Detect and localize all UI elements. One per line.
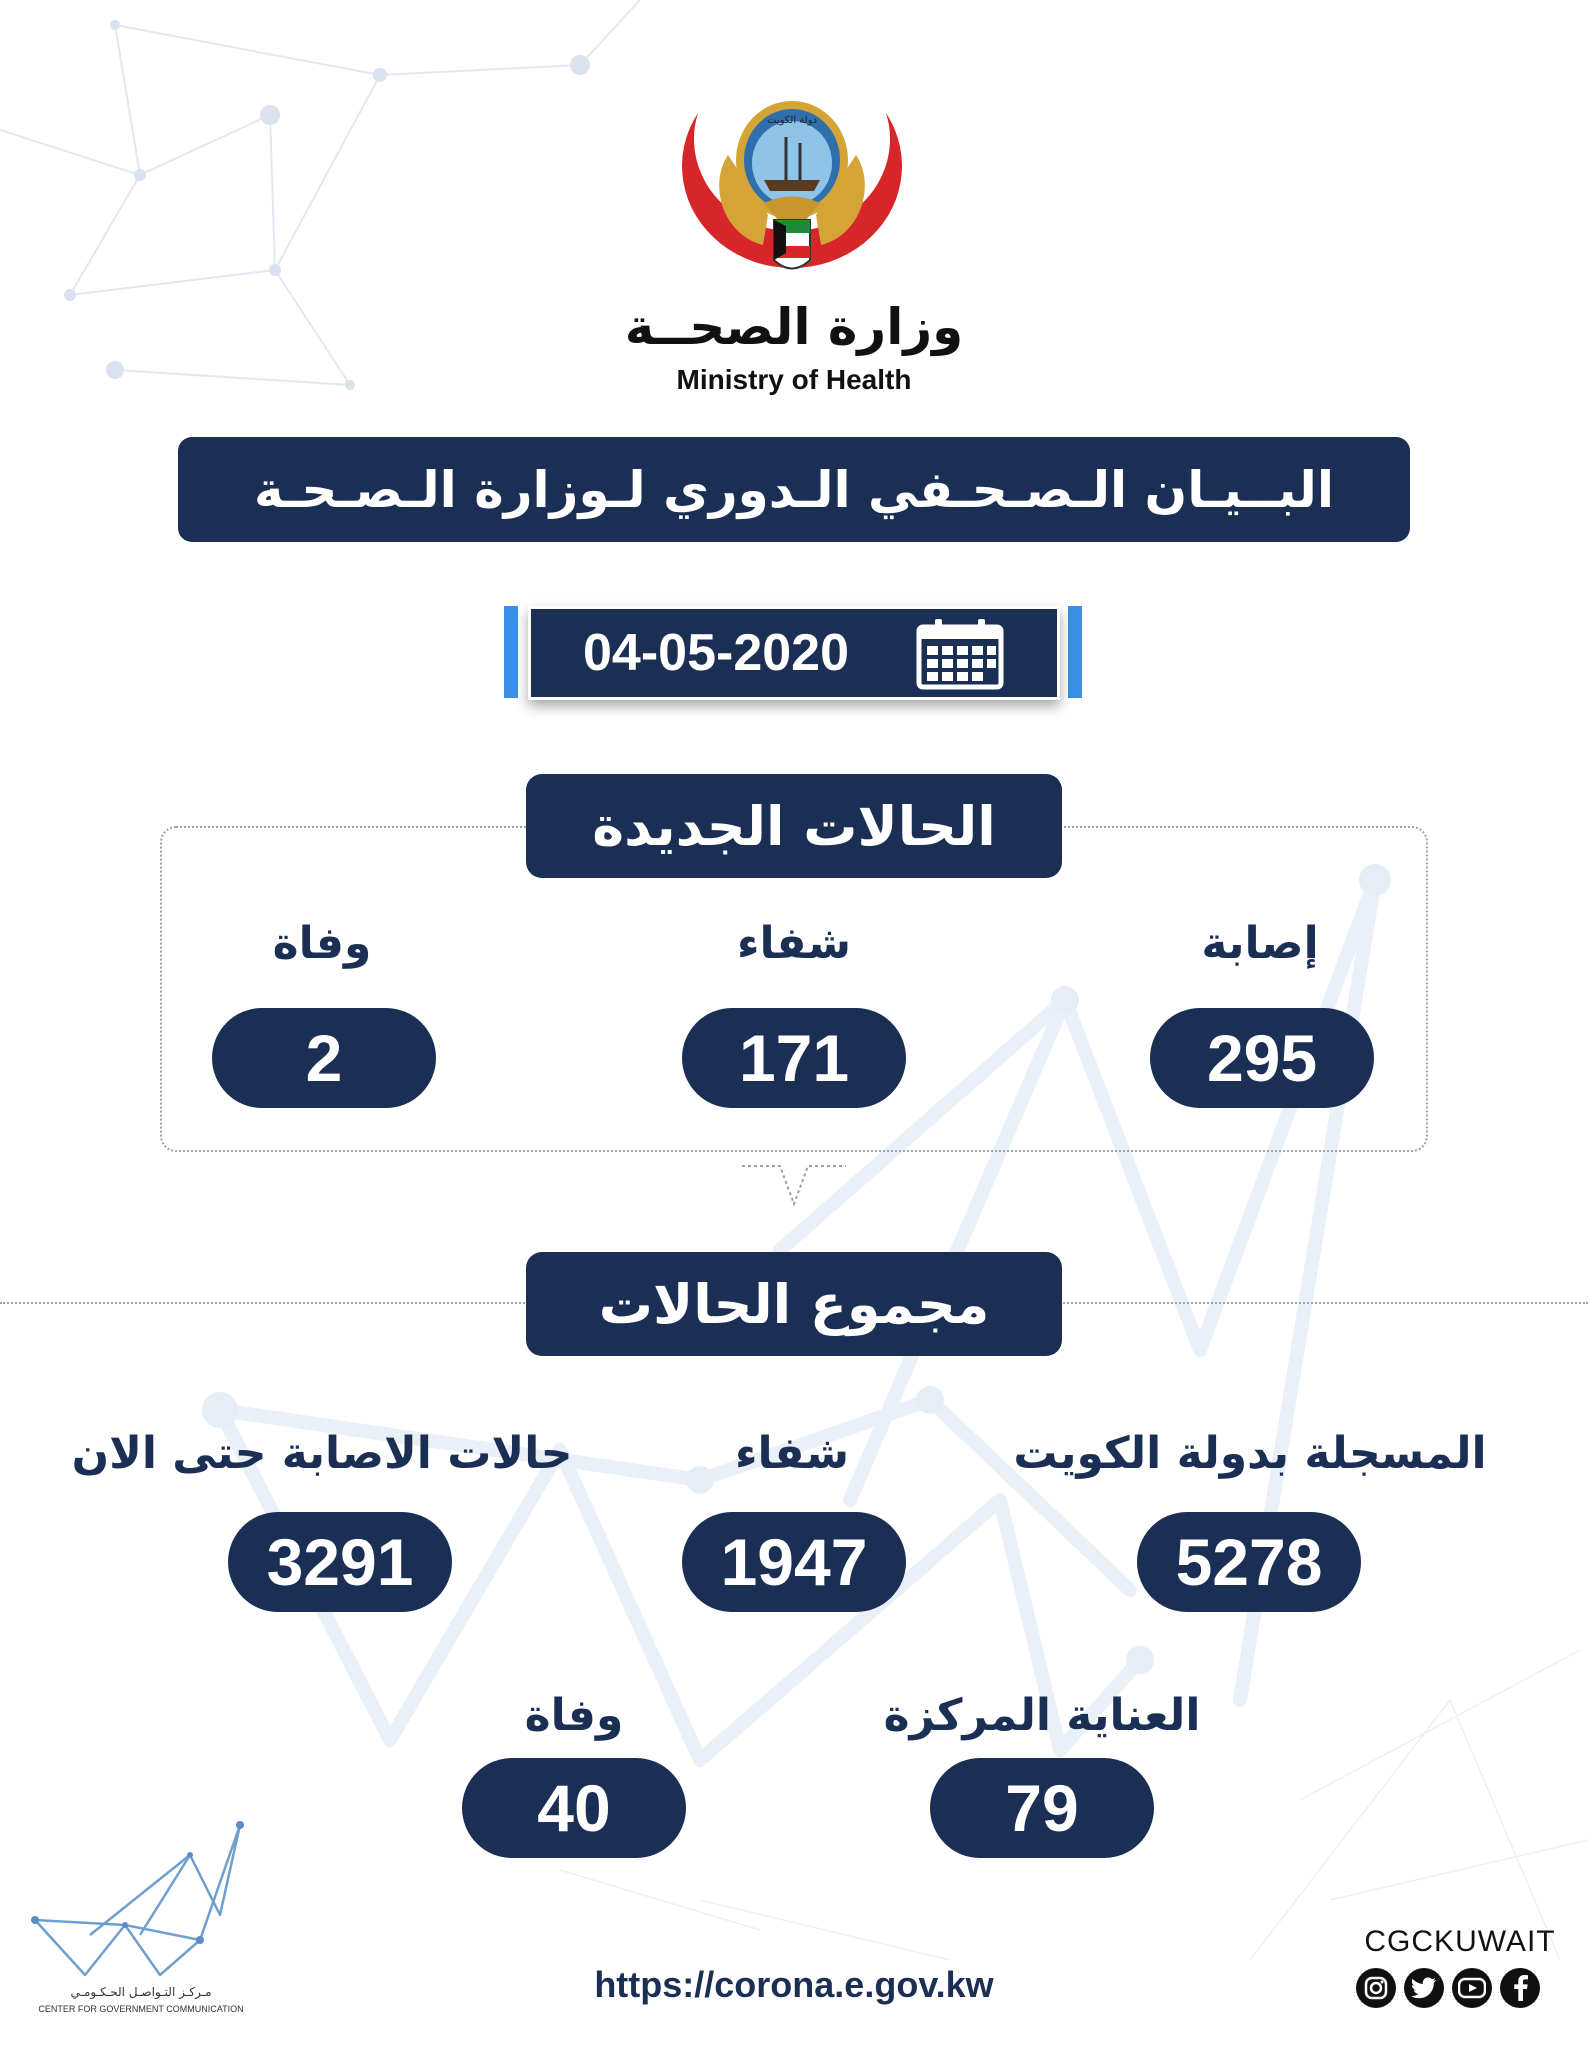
new-deaths-label: وفاة [272,918,372,969]
ministry-name-arabic: وزارة الصحــة [624,298,964,356]
social-handle: CGCKUWAIT [1364,1925,1556,1958]
total-recoveries-label: شفاء [735,1428,849,1479]
new-cases-heading-text: الحالات الجديدة [592,794,996,858]
total-deaths-value: 40 [462,1758,686,1858]
instagram-icon[interactable] [1356,1968,1396,2008]
press-release-title [178,437,1410,542]
ministry-emblem [668,85,916,295]
total-recoveries-value: 1947 [682,1512,906,1612]
new-infections-label: إصابة [1201,918,1319,969]
new-recoveries-value: 171 [682,1008,906,1108]
date-box [528,606,1060,700]
icu-value: 79 [930,1758,1154,1858]
cgc-name-arabic: مـركـز التـواصـل الحـكـومـي [70,1985,212,1999]
total-deaths-label: وفاة [524,1690,624,1741]
twitter-icon[interactable] [1404,1968,1444,2008]
corona-website-link[interactable]: https://corona.e.gov.kw [594,1964,994,2005]
active-cases-value: 3291 [228,1512,452,1612]
youtube-icon[interactable] [1452,1968,1492,2008]
new-cases-heading [526,774,1062,878]
calendar-icon [915,619,1005,691]
new-infections-value: 295 [1150,1008,1374,1108]
press-release-title-text: البــيـان الـصـحـفي الـدوري لـوزارة الـصـحـة [254,460,1334,519]
date-accent-right [1068,606,1082,698]
new-recoveries-label: شفاء [737,918,851,969]
new-deaths-value: 2 [212,1008,436,1108]
emblem-text: دولة الكويت [767,115,817,126]
cgc-name-english: CENTER FOR GOVERNMENT COMMUNICATION [38,2004,244,2014]
ministry-name-english: Ministry of Health [676,364,912,395]
registered-cases-label: المسجلة بدولة الكويت [1013,1428,1487,1479]
frame-pointer [740,1150,848,1210]
report-date: 04-05-2020 [583,624,849,682]
total-cases-heading [526,1252,1062,1356]
icu-label: العناية المركزة [883,1690,1201,1741]
date-accent-left [504,606,518,698]
registered-cases-value: 5278 [1137,1512,1361,1612]
facebook-icon[interactable] [1500,1968,1540,2008]
total-cases-heading-text: مجموع الحالات [598,1272,990,1336]
active-cases-label: حالات الاصابة حتى الان [71,1428,573,1479]
